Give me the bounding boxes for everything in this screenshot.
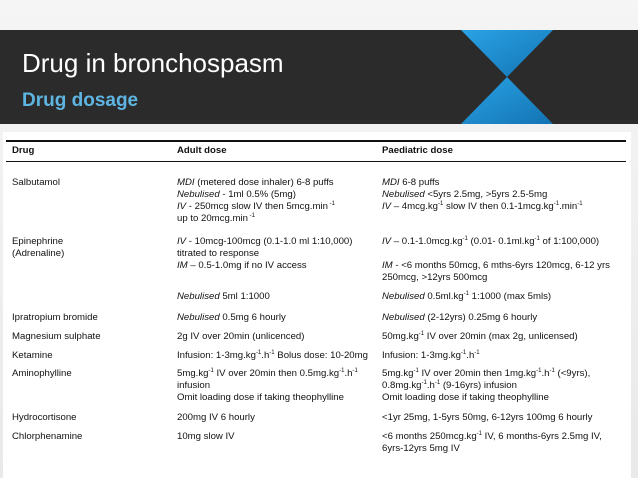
text-segment: IV over 20min then 0.5mg.kg	[213, 368, 340, 379]
column-header-paediatric-dose: Paediatric dose	[382, 145, 453, 156]
cell-line	[382, 189, 583, 201]
text-segment: 0.5ml.kg	[424, 291, 464, 302]
text-segment: 0.5mg 6 hourly	[219, 312, 286, 323]
adult-dose-cell	[177, 431, 235, 443]
cell-line	[382, 380, 590, 392]
paediatric-dose-cell	[382, 291, 551, 303]
superscript: -1	[352, 368, 358, 374]
text-segment: – 4mcg.kg	[391, 201, 439, 212]
text-segment: 0.8mg.kg	[382, 380, 422, 391]
text-segment: titrated to response	[177, 248, 260, 259]
text-segment: 6yrs-12yrs 5mg IV	[382, 443, 460, 454]
text-segment: – 0.5-1.0mg if no IV access	[187, 260, 307, 271]
cell-line	[382, 291, 551, 303]
cell-line	[177, 368, 358, 380]
superscript: -1	[269, 350, 275, 356]
cell-line	[177, 213, 335, 225]
text-segment: (metered dose inhaler) 6-8 puffs	[194, 177, 334, 188]
text-segment: 5mg.kg	[382, 368, 414, 379]
cell-line: Epinephrine	[12, 236, 64, 247]
text-segment: .h	[261, 350, 270, 361]
cell-line	[382, 368, 590, 380]
superscript: -1	[208, 368, 214, 374]
cell-line: (Adrenaline)	[12, 248, 65, 259]
text-segment: (9-16yrs) infusion	[440, 380, 517, 391]
slide-title: Drug in bronchospasm	[22, 48, 284, 78]
text-segment: – 0.1-1.0mcg.kg	[391, 236, 463, 247]
text-segment: <1yr 25mg, 1-5yrs 50mg, 6-12yrs 100mg 6 hourly	[382, 412, 593, 423]
text-segment: <6 months 250mcg.kg	[382, 431, 477, 442]
italic-text: Nebulised	[177, 189, 220, 200]
text-segment: 10mg slow IV	[177, 431, 235, 442]
superscript: -1	[577, 201, 583, 207]
cell-line	[177, 412, 255, 424]
cell-line	[177, 236, 352, 248]
drug-name-cell	[12, 312, 98, 324]
adult-dose-cell	[177, 368, 358, 404]
text-segment: - 10mcg-100mcg (0.1-1.0 ml 1:10,000)	[186, 236, 353, 247]
superscript: -1	[421, 380, 427, 386]
adult-dose-cell	[177, 412, 255, 424]
text-segment: .h	[466, 350, 475, 361]
cell-line	[177, 380, 358, 392]
italic-text: IV	[382, 201, 392, 212]
cell-line	[382, 272, 610, 284]
cell-line	[382, 260, 610, 272]
text-segment: 200mg IV 6 hourly	[177, 412, 255, 423]
italic-text: Nebulised	[382, 312, 425, 323]
hourglass-logo-icon	[461, 30, 553, 124]
adult-dose-cell	[177, 236, 352, 272]
cell-line	[177, 291, 270, 303]
cell-line	[177, 431, 235, 443]
superscript: -1	[438, 201, 444, 207]
italic-text: IM	[177, 260, 188, 271]
cell-line	[382, 201, 583, 213]
slide-subtitle: Drug dosage	[22, 90, 139, 111]
text-segment: IV over 20min (max 2g, unlicensed)	[424, 331, 578, 342]
italic-text: IV	[382, 236, 392, 247]
text-segment: Infusion: 1-3mg.kg	[177, 350, 256, 361]
cell-line	[177, 312, 286, 324]
italic-text: MDI	[177, 177, 195, 188]
italic-text: MDI	[382, 177, 400, 188]
superscript: -1	[460, 350, 467, 356]
cell-line: Magnesium sulphate	[12, 331, 101, 342]
cell-line	[382, 236, 610, 248]
text-segment: .h	[426, 380, 435, 391]
adult-dose-cell	[177, 177, 335, 225]
text-segment: 6-8 puffs	[399, 177, 440, 188]
cell-line: Chlorphenamine	[12, 431, 83, 442]
text-segment: - 1ml 0.5% (5mg)	[219, 189, 296, 200]
paediatric-dose-cell	[382, 312, 537, 324]
cell-line	[12, 291, 15, 303]
superscript: -1	[418, 331, 425, 337]
text-segment: Infusion: 1-3mg.kg	[382, 350, 461, 361]
superscript: -1	[434, 380, 441, 386]
superscript: -1	[536, 368, 542, 374]
text-segment: - 250mcg slow IV then 5mcg.min	[186, 201, 328, 212]
adult-dose-cell	[177, 312, 286, 324]
italic-text: Nebulised	[177, 312, 220, 323]
cell-line	[382, 248, 610, 260]
text-segment: 1:1000 (max 5mls)	[468, 291, 552, 302]
cell-line	[382, 312, 537, 324]
cell-line: Ketamine	[12, 350, 53, 361]
italic-text: Nebulised	[382, 291, 425, 302]
superscript: -1	[327, 201, 335, 207]
text-segment: (0.01- 0.1ml.kg	[467, 236, 535, 247]
text-segment: 50mg.kg	[382, 331, 419, 342]
superscript: -1	[549, 368, 555, 374]
drug-name-cell	[12, 412, 77, 424]
cell-line	[177, 350, 368, 362]
cell-line	[177, 248, 352, 260]
cell-line: Hydrocortisone	[12, 412, 77, 423]
paediatric-dose-cell	[382, 331, 578, 343]
text-segment: .h	[541, 368, 550, 379]
paediatric-dose-cell	[382, 431, 602, 455]
cell-line	[382, 177, 583, 189]
cell-line: Salbutamol	[12, 177, 60, 188]
italic-text: Nebulised	[382, 189, 425, 200]
superscript: -1	[463, 291, 469, 297]
table-top-rule	[6, 140, 626, 142]
paediatric-dose-cell	[382, 350, 480, 362]
text-segment: 250mcg, >12yrs 500mcg	[382, 272, 488, 283]
cell-line	[177, 177, 335, 189]
text-segment: infusion	[177, 380, 211, 391]
text-segment: 5mg.kg	[177, 368, 209, 379]
drug-name-cell	[12, 350, 53, 362]
cell-line	[177, 260, 352, 272]
paediatric-dose-cell	[382, 236, 610, 284]
text-segment: IV over 20min then 1mg.kg	[418, 368, 537, 379]
column-header-adult-dose: Adult dose	[177, 145, 227, 156]
text-segment: up to 20mcg.min	[177, 213, 248, 224]
superscript: -1	[247, 213, 255, 219]
cell-line: Ipratropium bromide	[12, 312, 98, 323]
superscript: -1	[553, 201, 560, 207]
italic-text: IV	[177, 236, 187, 247]
superscript: -1	[476, 431, 483, 437]
drug-name-cell	[12, 236, 64, 260]
text-segment: (2-12yrs) 0.25mg 6 hourly	[424, 312, 538, 323]
cell-line	[382, 431, 602, 443]
superscript: -1	[413, 368, 419, 374]
text-segment: Omit loading dose if taking theophylline	[177, 392, 344, 403]
cell-line	[382, 331, 578, 343]
text-segment: .min	[559, 201, 578, 212]
italic-text: Nebulised	[177, 291, 220, 302]
cell-line	[382, 443, 602, 455]
cell-line	[382, 412, 592, 424]
adult-dose-cell	[177, 350, 368, 362]
adult-dose-cell	[177, 291, 270, 303]
text-segment: of 1:100,000)	[539, 236, 600, 247]
italic-text: IM	[382, 260, 393, 271]
superscript: -1	[462, 236, 468, 242]
column-header-drug: Drug	[12, 145, 35, 156]
cell-line	[382, 350, 480, 362]
italic-text: IV	[177, 201, 187, 212]
cell-line	[177, 331, 304, 343]
text-segment: - <6 months 50mcg, 6 mths-6yrs 120mcg, 6-12 yrs	[392, 260, 610, 271]
paediatric-dose-cell	[382, 412, 592, 424]
text-segment: (<9yrs),	[554, 368, 591, 379]
cell-line	[177, 392, 358, 404]
cell-line: Aminophylline	[12, 368, 72, 379]
cell-line	[177, 189, 335, 201]
paediatric-dose-cell	[382, 368, 590, 404]
text-segment: .h	[344, 368, 353, 379]
text-segment: IV, 6 months-6yrs 2.5mg IV,	[482, 431, 602, 442]
text-segment: <5yrs 2.5mg, >5yrs 2.5-5mg	[424, 189, 548, 200]
superscript: -1	[255, 350, 262, 356]
superscript: -1	[534, 236, 540, 242]
drug-name-cell	[12, 331, 101, 343]
drug-name-cell	[12, 368, 72, 380]
paediatric-dose-cell	[382, 177, 583, 213]
cell-line	[177, 201, 335, 213]
text-segment: Bolus dose: 10-20mg	[274, 350, 368, 361]
text-segment: slow IV then 0.1-1mcg.kg	[443, 201, 554, 212]
text-segment: 2g IV over 20min (unlicenced)	[177, 331, 305, 342]
cell-line	[382, 392, 590, 404]
text-segment: Omit loading dose if taking theophylline	[382, 392, 549, 403]
superscript: -1	[474, 350, 480, 356]
superscript: -1	[339, 368, 345, 374]
drug-name-cell	[12, 431, 82, 443]
text-segment: 5ml 1:1000	[219, 291, 270, 302]
adult-dose-cell	[177, 331, 304, 343]
table-header-rule	[6, 161, 626, 162]
drug-name-cell	[12, 177, 60, 189]
drug-name-cell	[12, 291, 15, 303]
